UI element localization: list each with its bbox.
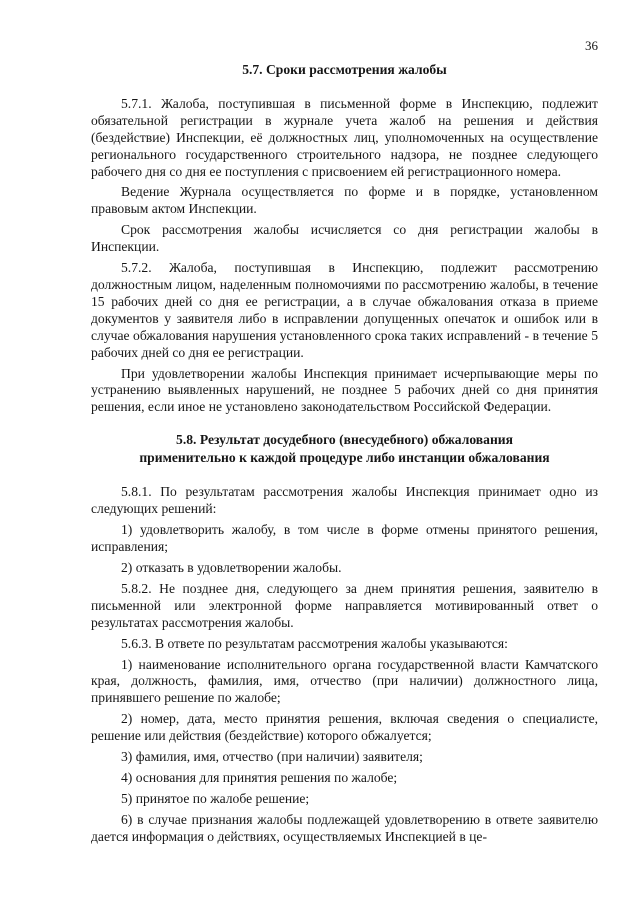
- section-heading-5-8-line-2: применительно к каждой процедуре либо инстанции обжалования: [139, 449, 550, 465]
- paragraph-satisfaction: При удовлетворении жалобы Инспекция принимает исчерпывающие меры по устранению выявленных нарушений, не позднее 5 рабочих дней со дня принятия решения, если иное не установлено законодательством Российской Федерации.: [91, 365, 598, 415]
- list-item: 1) удовлетворить жалобу, в том числе в форме отмены принятого решения, исправления;: [91, 522, 598, 555]
- list-item: 5) принятое по жалобе решение;: [121, 790, 310, 806]
- list-item: 1) наименование исполнительного органа государственной власти Камчатского края, должность, фамилия, имя, отчество (при наличии) должностного лица, принявшего решение по жалобе;: [91, 656, 598, 706]
- list-item: 2) отказать в удовлетворении жалобы.: [121, 560, 342, 576]
- section-heading-5-8: [91, 431, 598, 466]
- page-number: 36: [585, 38, 598, 53]
- paragraph-5-7-1: 5.7.1. Жалоба, поступившая в письменной форме в Инспекцию, подлежит обязательной регистрации в журнале учета жалоб на решения и действия (бездействие) Инспекции, её должностных лиц, уполномоченных на осуществление регионального государственного строительного надзора, не позднее следующего рабочего дня со дня ее поступления с присвоением ей регистрационного номера.: [91, 95, 598, 179]
- section-heading-5-8-line-1: 5.8. Результат досудебного (внесудебного) обжалования: [176, 432, 513, 448]
- document-body: [91, 60, 598, 850]
- paragraph-term: Срок рассмотрения жалобы исчисляется со дня регистрации жалобы в Инспекции.: [91, 222, 598, 255]
- paragraph-journal: Ведение Журнала осуществляется по форме и в порядке, установленном правовым актом Инспекции.: [91, 184, 598, 217]
- list-item: 3) фамилия, имя, отчество (при наличии) заявителя;: [121, 749, 423, 765]
- list-item: 6) в случае признания жалобы подлежащей удовлетворению в ответе заявителю дается информация о действиях, осуществляемых Инспекцией в це-: [91, 811, 598, 844]
- paragraph-5-6-3: 5.6.3. В ответе по результатам рассмотрения жалобы указываются:: [121, 635, 508, 651]
- paragraph-5-8-2: 5.8.2. Не позднее дня, следующего за днем принятия решения, заявителю в письменной или электронной форме направляется мотивированный ответ о результатах рассмотрения жалобы.: [91, 580, 598, 630]
- paragraph-5-8-1: 5.8.1. По результатам рассмотрения жалобы Инспекция принимает одно из следующих решений:: [91, 484, 598, 517]
- list-item: 4) основания для принятия решения по жалобе;: [121, 770, 398, 785]
- paragraph-5-7-2: 5.7.2. Жалоба, поступившая в Инспекцию, подлежит рассмотрению должностным лицом, наделенным полномочиями по рассмотрению жалобы, в течение 15 рабочих дней со дня ее регистрации, а в случае обжалования отказа в приеме документов у заявителя либо в исправлении допущенных опечаток и ошибок или в случае обжалования нарушения установленного срока таких исправлений - в течение 5 рабочих дней со дня ее регистрации.: [91, 260, 598, 360]
- section-heading-5-7: 5.7. Сроки рассмотрения жалобы: [242, 62, 447, 77]
- list-item: 2) номер, дата, место принятия решения, включая сведения о специалисте, решение или действия (бездействие) которого обжалуется;: [91, 711, 598, 744]
